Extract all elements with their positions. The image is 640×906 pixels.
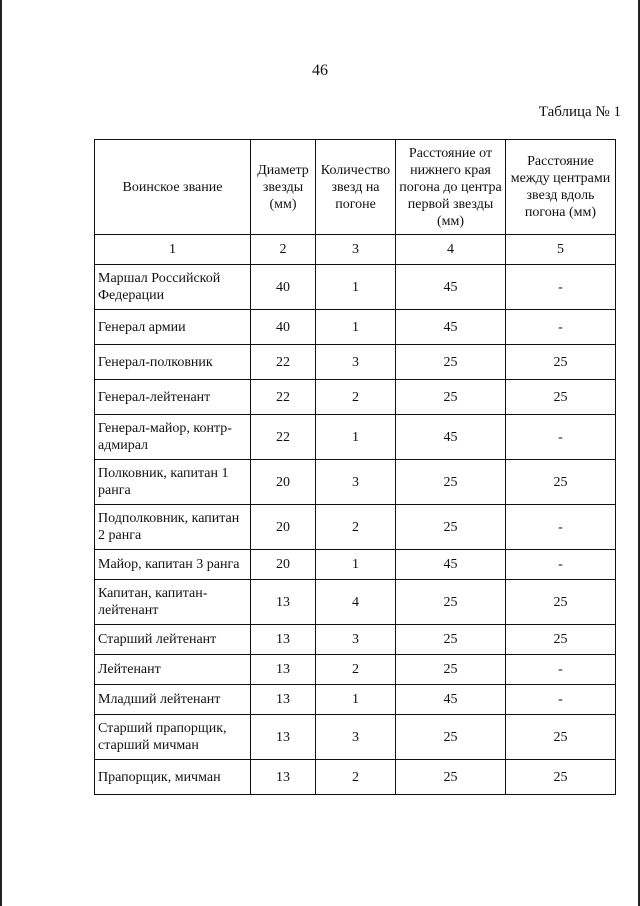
spacing-cell: - [506, 415, 616, 460]
rank-cell: Генерал-майор, контр-адмирал [95, 415, 251, 460]
edge-distance-cell: 45 [396, 685, 506, 715]
count-cell: 1 [316, 310, 396, 345]
table-row [95, 655, 616, 685]
rank-cell: Прапорщик, мичман [95, 760, 251, 795]
count-cell: 1 [316, 685, 396, 715]
diameter-cell: 13 [251, 715, 316, 760]
insignia-table [94, 139, 616, 795]
scan-edge-left [0, 0, 2, 906]
edge-distance-cell: 45 [396, 265, 506, 310]
rank-cell: Генерал армии [95, 310, 251, 345]
count-cell: 2 [316, 380, 396, 415]
edge-distance-cell: 45 [396, 310, 506, 345]
table-row [95, 625, 616, 655]
count-cell: 1 [316, 550, 396, 580]
header-star-count: Количество звезд на погоне [316, 140, 396, 235]
edge-distance-cell: 25 [396, 580, 506, 625]
count-cell: 3 [316, 625, 396, 655]
diameter-cell: 22 [251, 380, 316, 415]
column-number: 2 [251, 235, 316, 265]
table-row [95, 380, 616, 415]
count-cell: 4 [316, 580, 396, 625]
count-cell: 2 [316, 655, 396, 685]
spacing-cell: 25 [506, 760, 616, 795]
edge-distance-cell: 25 [396, 760, 506, 795]
spacing-cell: 25 [506, 345, 616, 380]
rank-cell: Подполковник, капитан 2 ранга [95, 505, 251, 550]
table-row [95, 505, 616, 550]
spacing-cell: - [506, 685, 616, 715]
rank-cell: Полковник, капитан 1 ранга [95, 460, 251, 505]
diameter-cell: 20 [251, 460, 316, 505]
table-row [95, 550, 616, 580]
table-row [95, 310, 616, 345]
table-row [95, 685, 616, 715]
diameter-cell: 20 [251, 505, 316, 550]
edge-distance-cell: 25 [396, 655, 506, 685]
count-cell: 2 [316, 760, 396, 795]
spacing-cell: 25 [506, 460, 616, 505]
rank-cell: Младший лейтенант [95, 685, 251, 715]
table-row [95, 715, 616, 760]
spacing-cell: - [506, 655, 616, 685]
spacing-cell: - [506, 550, 616, 580]
diameter-cell: 40 [251, 310, 316, 345]
count-cell: 3 [316, 460, 396, 505]
rank-cell: Капитан, капитан-лейтенант [95, 580, 251, 625]
header-star-diameter: Диаметр звезды (мм) [251, 140, 316, 235]
edge-distance-cell: 25 [396, 505, 506, 550]
rank-cell: Генерал-полковник [95, 345, 251, 380]
rank-cell: Генерал-лейтенант [95, 380, 251, 415]
count-cell: 3 [316, 345, 396, 380]
rank-cell: Старший лейтенант [95, 625, 251, 655]
column-number: 3 [316, 235, 396, 265]
diameter-cell: 13 [251, 625, 316, 655]
table-row [95, 415, 616, 460]
diameter-cell: 13 [251, 580, 316, 625]
table-row [95, 760, 616, 795]
diameter-cell: 13 [251, 685, 316, 715]
diameter-cell: 40 [251, 265, 316, 310]
spacing-cell: 25 [506, 625, 616, 655]
spacing-cell: - [506, 265, 616, 310]
table-row [95, 345, 616, 380]
page-number: 46 [312, 62, 328, 79]
edge-distance-cell: 25 [396, 380, 506, 415]
rank-cell: Маршал Российской Федерации [95, 265, 251, 310]
table-row [95, 580, 616, 625]
edge-distance-cell: 25 [396, 345, 506, 380]
header-distance-from-edge: Расстояние от нижнего края погона до центра первой звезды (мм) [396, 140, 506, 235]
edge-distance-cell: 25 [396, 715, 506, 760]
header-rank: Воинское звание [95, 140, 251, 235]
spacing-cell: - [506, 505, 616, 550]
spacing-cell: 25 [506, 580, 616, 625]
spacing-cell: 25 [506, 380, 616, 415]
rank-cell: Лейтенант [95, 655, 251, 685]
header-distance-between-stars: Расстояние между центрами звезд вдоль погона (мм) [506, 140, 616, 235]
spacing-cell: 25 [506, 715, 616, 760]
edge-distance-cell: 45 [396, 415, 506, 460]
diameter-cell: 20 [251, 550, 316, 580]
count-cell: 3 [316, 715, 396, 760]
edge-distance-cell: 25 [396, 625, 506, 655]
count-cell: 1 [316, 415, 396, 460]
column-number-row [95, 235, 616, 265]
rank-cell: Старший прапорщик, старший мичман [95, 715, 251, 760]
diameter-cell: 13 [251, 760, 316, 795]
diameter-cell: 22 [251, 415, 316, 460]
diameter-cell: 22 [251, 345, 316, 380]
edge-distance-cell: 25 [396, 460, 506, 505]
table-header-row [95, 140, 616, 235]
diameter-cell: 13 [251, 655, 316, 685]
table-caption: Таблица № 1 [538, 104, 621, 120]
column-number: 5 [506, 235, 616, 265]
column-number: 4 [396, 235, 506, 265]
spacing-cell: - [506, 310, 616, 345]
table-row [95, 460, 616, 505]
count-cell: 2 [316, 505, 396, 550]
table-row [95, 265, 616, 310]
column-number: 1 [95, 235, 251, 265]
edge-distance-cell: 45 [396, 550, 506, 580]
rank-cell: Майор, капитан 3 ранга [95, 550, 251, 580]
count-cell: 1 [316, 265, 396, 310]
